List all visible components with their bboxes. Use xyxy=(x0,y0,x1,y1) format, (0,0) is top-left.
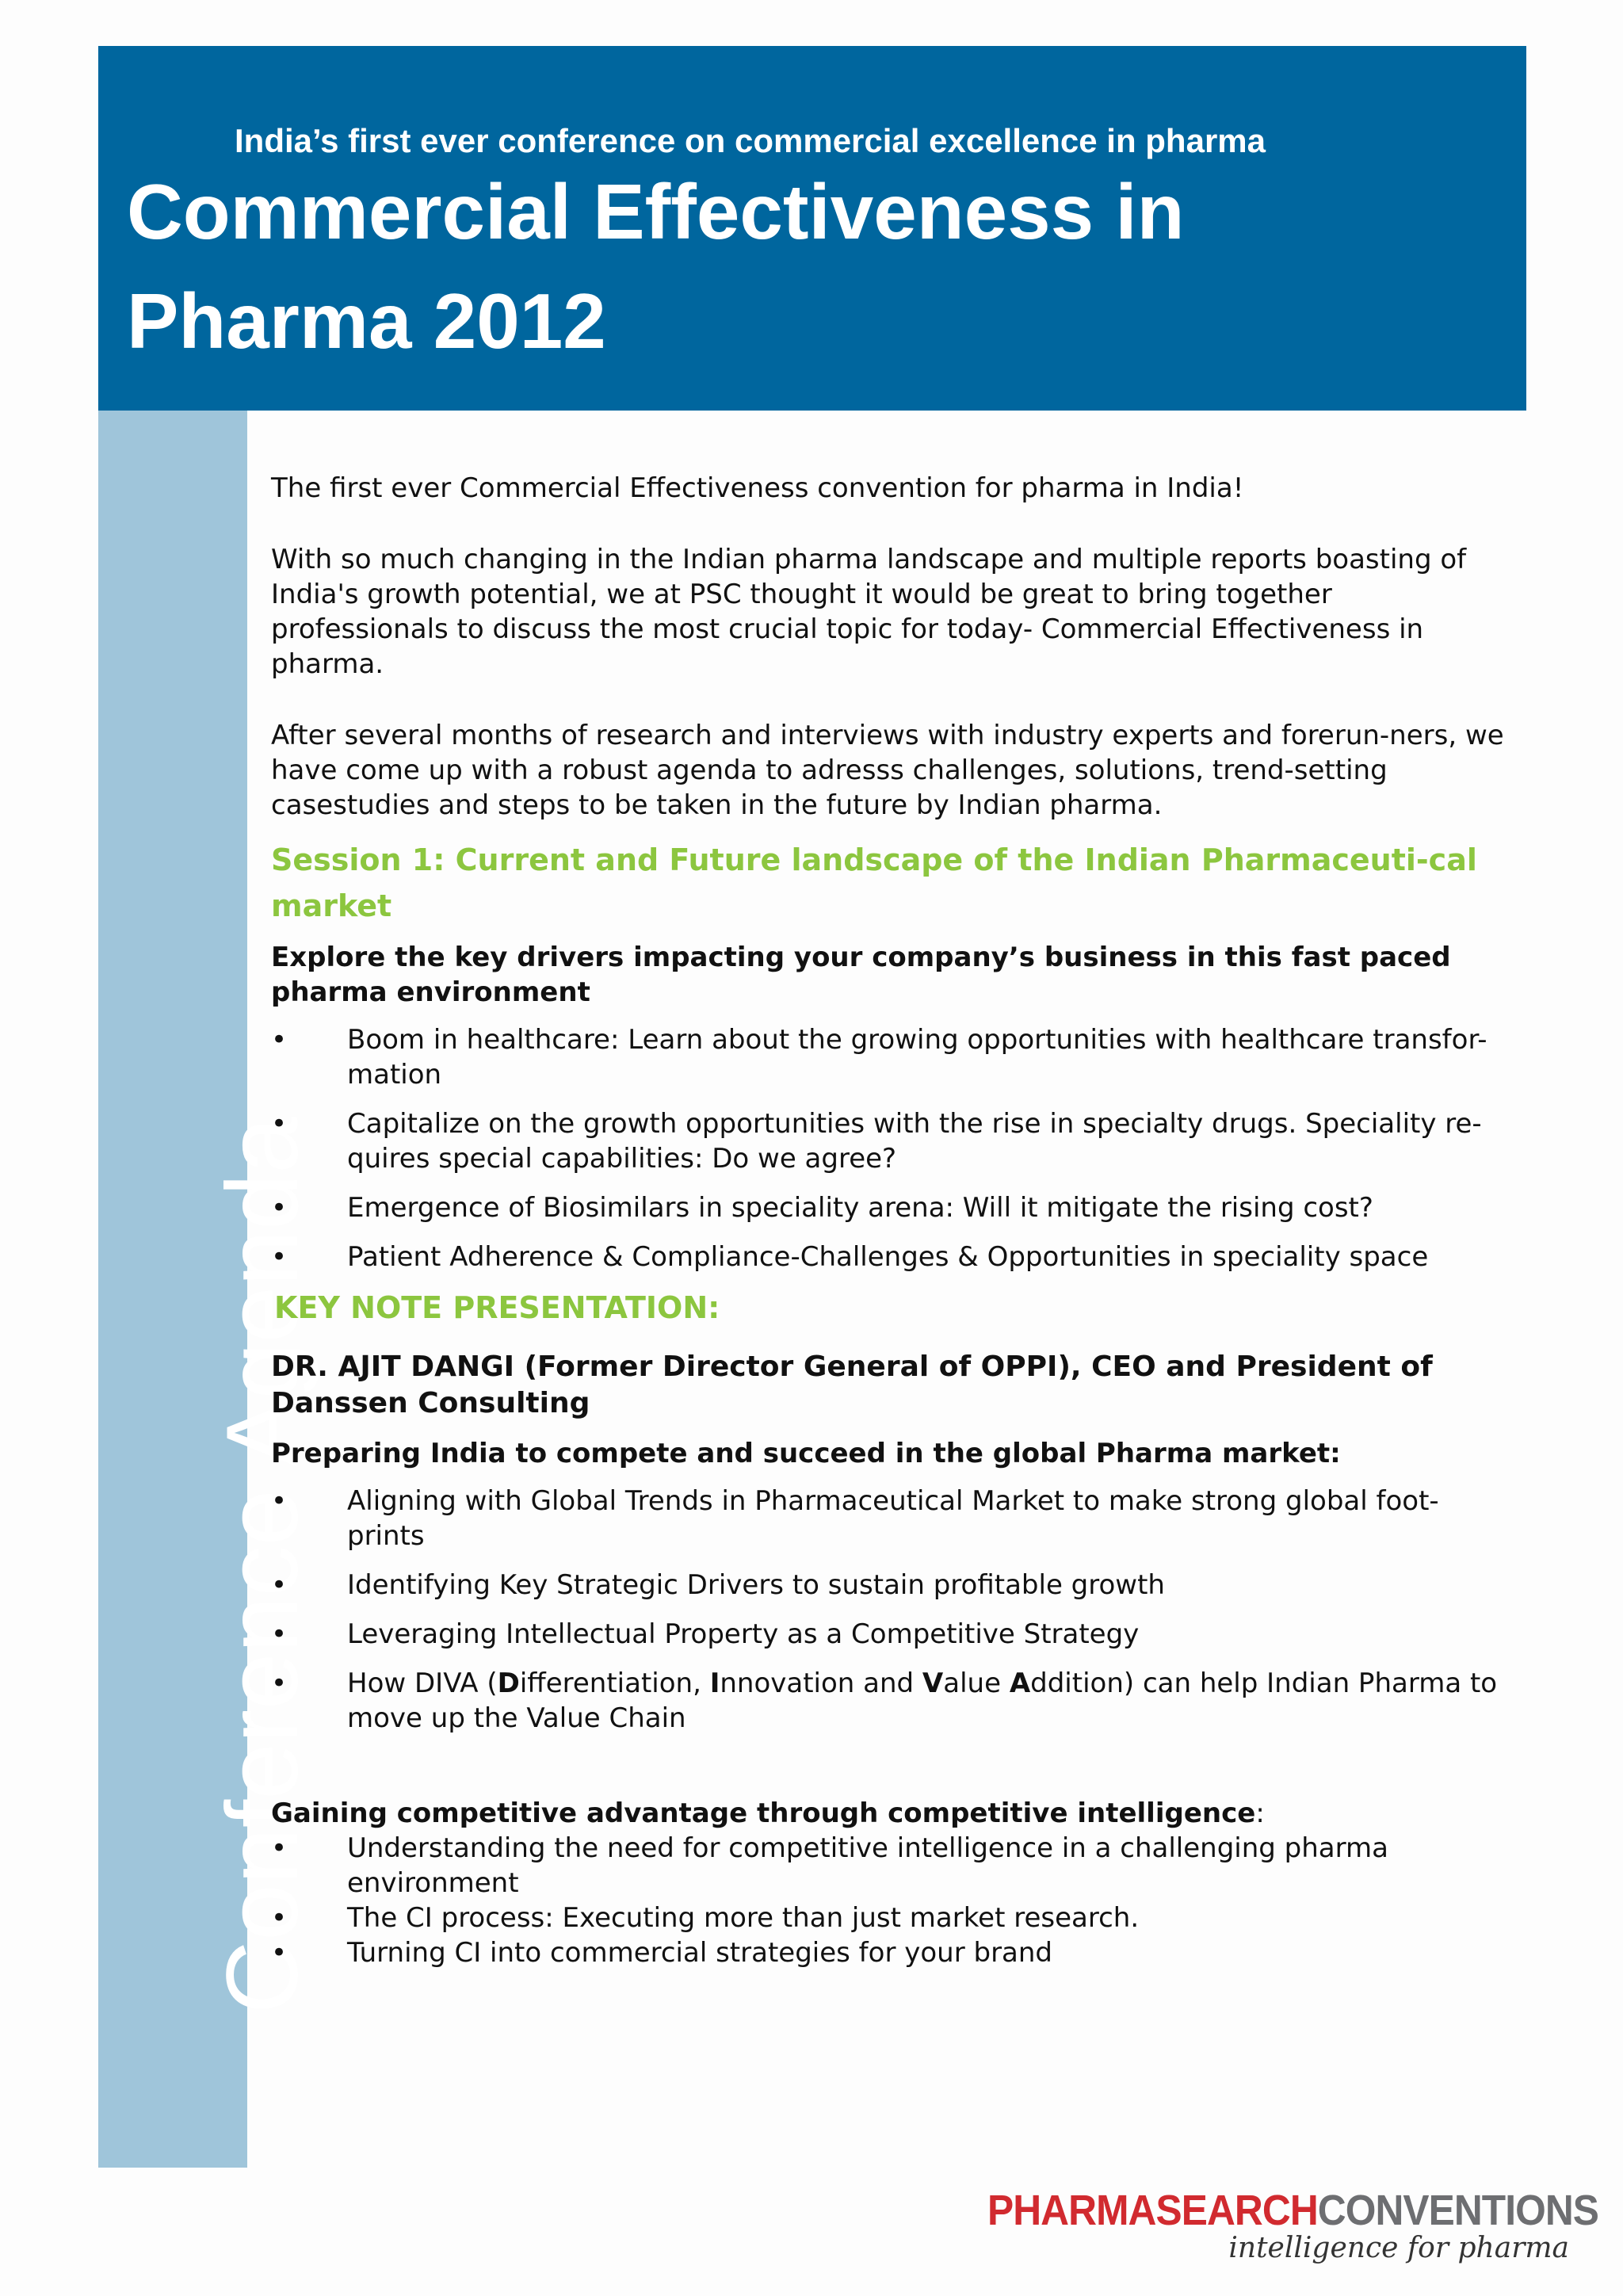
agenda-content xyxy=(271,471,1515,1970)
ci-list xyxy=(271,1831,1515,1970)
sidebar-band xyxy=(98,411,319,2168)
diva-text-4: alue xyxy=(943,1668,1010,1699)
page-title: Commercial Effectiveness in Pharma 2012 xyxy=(127,168,1185,365)
pharmasearch-logo xyxy=(987,2186,1599,2273)
header-banner xyxy=(98,46,1526,411)
sidebar-label: Conference Agenda xyxy=(206,1117,319,2014)
diva-letter-d: D xyxy=(497,1668,520,1699)
diva-letter-i: I xyxy=(709,1668,720,1699)
session-1-title: Session 1: Current and Future landscape of the Indian Pharmaceuti-cal market xyxy=(271,842,1477,923)
logo-tagline: intelligence for pharma xyxy=(1228,2232,1569,2264)
logo-part-1: PHARMASEARCH xyxy=(987,2187,1318,2234)
list-item: • Aligning with Global Trends in Pharmaceutical Market to make strong global foot-prints xyxy=(271,1484,1515,1553)
diva-text-5: ddition) can help Indian Pharma to move up the Value Chain xyxy=(347,1668,1498,1734)
list-item: • Capitalize on the growth opportunities with the rise in specialty drugs. Speciality re-quires special capabilities: Do we agree? xyxy=(271,1106,1515,1176)
keynote-speaker: DR. AJIT DANGI (Former Director General of OPPI), CEO and President of Danssen Consulting xyxy=(271,1350,1433,1419)
diva-text-1: How DIVA ( xyxy=(347,1668,498,1699)
keynote-subhead: Preparing India to compete and succeed in the global Pharma market: xyxy=(271,1438,1341,1469)
ci-subhead-text: Gaining competitive advantage through competitive intelligence xyxy=(271,1797,1256,1829)
list-item: • The CI process: Executing more than just market research. xyxy=(271,1901,1515,1935)
intro-paragraph-2: With so much changing in the Indian pharma landscape and multiple reports boasting of India's growth potential, we at PSC thought it would be great to bring together professionals to discuss the most crucial topic for today- Commercial Effectiveness in pharma. xyxy=(271,544,1467,680)
ci-subhead xyxy=(271,1796,1515,1831)
diva-text-3: nnovation and xyxy=(720,1668,922,1699)
list-item: • Emergence of Biosimilars in speciality arena: Will it mitigate the rising cost? xyxy=(271,1190,1515,1225)
list-item: • Boom in healthcare: Learn about the growing opportunities with healthcare transfor-mation xyxy=(271,1022,1515,1092)
keynote-list xyxy=(271,1484,1515,1736)
list-item-diva xyxy=(271,1666,1515,1736)
logo-part-2: CONVENTIONS xyxy=(1317,2187,1599,2234)
intro-paragraph-3: After several months of research and interviews with industry experts and forerun-ners, we have come up with a robust agenda to adresss challenges, solutions, trend-setting casestudies and steps to be taken in the future by Indian pharma. xyxy=(271,720,1504,821)
keynote-heading: KEY NOTE PRESENTATION: xyxy=(274,1290,720,1325)
header-tagline: India’s first ever conference on commercial excellence in pharma xyxy=(235,122,1266,159)
diva-text-2: ifferentiation, xyxy=(519,1668,710,1699)
diva-letter-v: V xyxy=(922,1668,944,1699)
intro-paragraph-1: The first ever Commercial Effectiveness convention for pharma in India! xyxy=(271,472,1244,504)
list-item: • Leveraging Intellectual Property as a Competitive Strategy xyxy=(271,1617,1515,1652)
logo-wordmark xyxy=(987,2186,1599,2235)
list-item: • Identifying Key Strategic Drivers to sustain profitable growth xyxy=(271,1568,1515,1603)
diva-letter-a: A xyxy=(1009,1668,1031,1699)
session-1-list xyxy=(271,1022,1515,1274)
session-1-subhead: Explore the key drivers impacting your company’s business in this fast paced pharma environment xyxy=(271,942,1451,1008)
list-item: • Turning CI into commercial strategies for your brand xyxy=(271,1935,1515,1970)
ci-subhead-colon: : xyxy=(1255,1797,1265,1829)
list-item: • Patient Adherence & Compliance-Challenges & Opportunities in speciality space xyxy=(271,1240,1515,1274)
spacer xyxy=(271,1750,1515,1796)
list-item: • Understanding the need for competitive intelligence in a challenging pharma environment xyxy=(271,1831,1515,1901)
